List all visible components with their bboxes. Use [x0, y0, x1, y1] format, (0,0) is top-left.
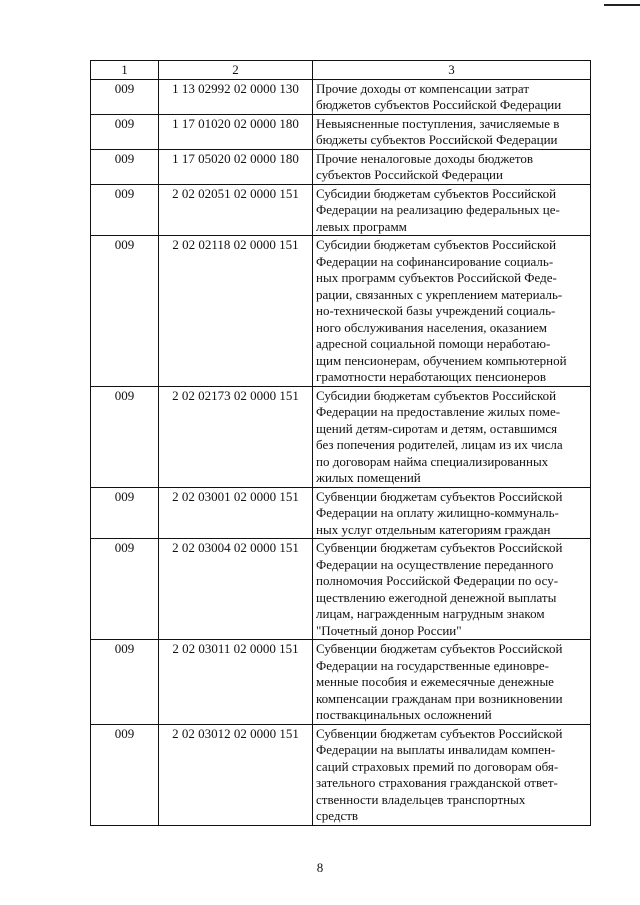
administrator-code-cell: 009	[91, 79, 159, 114]
administrator-code-cell: 009	[91, 114, 159, 149]
revenue-description-cell: Субсидии бюджетам субъектов Российской Федерации на предоставление жилых поме- щений детям-сиротам и детям, оставшимся без попечения родителей, лицам из их числа по договорам найма специализированных жилых помещений	[313, 386, 591, 487]
administrator-code-cell: 009	[91, 487, 159, 539]
administrator-code-cell: 009	[91, 386, 159, 487]
table-row	[91, 236, 591, 387]
table-row	[91, 539, 591, 640]
administrator-code-cell: 009	[91, 149, 159, 184]
revenue-description-cell: Невыясненные поступления, зачисляемые в бюджеты субъектов Российской Федерации	[313, 114, 591, 149]
table-row	[91, 487, 591, 539]
budget-code-cell: 2 02 03011 02 0000 151	[159, 640, 313, 725]
table-header-row	[91, 61, 591, 80]
column-header-3: 3	[313, 61, 591, 80]
page-number: 8	[316, 860, 324, 875]
budget-classification-table	[90, 60, 591, 826]
revenue-description-cell: Прочие доходы от компенсации затрат бюджетов субъектов Российской Федерации	[313, 79, 591, 114]
budget-code-cell: 2 02 02173 02 0000 151	[159, 386, 313, 487]
administrator-code-cell: 009	[91, 640, 159, 725]
revenue-description-cell: Субвенции бюджетам субъектов Российской Федерации на осуществление переданного полномочия Российской Федерации по осу- ществлению ежегодной денежной выплаты лицам, награжденным нагрудным знаком "Почетный донор России"	[313, 539, 591, 640]
table-row	[91, 724, 591, 825]
column-header-1: 1	[91, 61, 159, 80]
budget-code-cell: 2 02 03004 02 0000 151	[159, 539, 313, 640]
administrator-code-cell: 009	[91, 539, 159, 640]
budget-code-cell: 1 17 01020 02 0000 180	[159, 114, 313, 149]
budget-code-cell: 2 02 03012 02 0000 151	[159, 724, 313, 825]
administrator-code-cell: 009	[91, 724, 159, 825]
table-row	[91, 386, 591, 487]
revenue-description-cell: Субвенции бюджетам субъектов Российской Федерации на выплаты инвалидам компен- саций страховых премий по договорам обя- зательного страхования гражданской ответ- ственности владельцев транспортных средств	[313, 724, 591, 825]
budget-code-cell: 2 02 02051 02 0000 151	[159, 184, 313, 236]
revenue-description-cell: Субвенции бюджетам субъектов Российской Федерации на оплату жилищно-коммуналь- ных услуг отдельным категориям граждан	[313, 487, 591, 539]
administrator-code-cell: 009	[91, 184, 159, 236]
budget-code-cell: 1 13 02992 02 0000 130	[159, 79, 313, 114]
administrator-code-cell: 009	[91, 236, 159, 387]
budget-code-cell: 1 17 05020 02 0000 180	[159, 149, 313, 184]
table-row	[91, 640, 591, 725]
budget-code-cell: 2 02 03001 02 0000 151	[159, 487, 313, 539]
column-header-2: 2	[159, 61, 313, 80]
table-row	[91, 149, 591, 184]
revenue-description-cell: Прочие неналоговые доходы бюджетов субъектов Российской Федерации	[313, 149, 591, 184]
table-row	[91, 79, 591, 114]
corner-scan-mark	[604, 4, 640, 6]
table-row	[91, 184, 591, 236]
revenue-description-cell: Субсидии бюджетам субъектов Российской Федерации на софинансирование социаль- ных программ субъектов Российской Феде- рации, связанных с укреплением материаль- но-технической базы учреждений социаль- ного обслуживания населения, оказанием адресной социальной помощи неработаю- щим пенсионерам, обучением компьютерной грамотности неработающих пенсионеров	[313, 236, 591, 387]
table-row	[91, 114, 591, 149]
revenue-description-cell: Субсидии бюджетам субъектов Российской Федерации на реализацию федеральных це- левых программ	[313, 184, 591, 236]
budget-code-cell: 2 02 02118 02 0000 151	[159, 236, 313, 387]
revenue-description-cell: Субвенции бюджетам субъектов Российской Федерации на государственные единовре- менные пособия и ежемесячные денежные компенсации гражданам при возникновении поствакцинальных осложнений	[313, 640, 591, 725]
